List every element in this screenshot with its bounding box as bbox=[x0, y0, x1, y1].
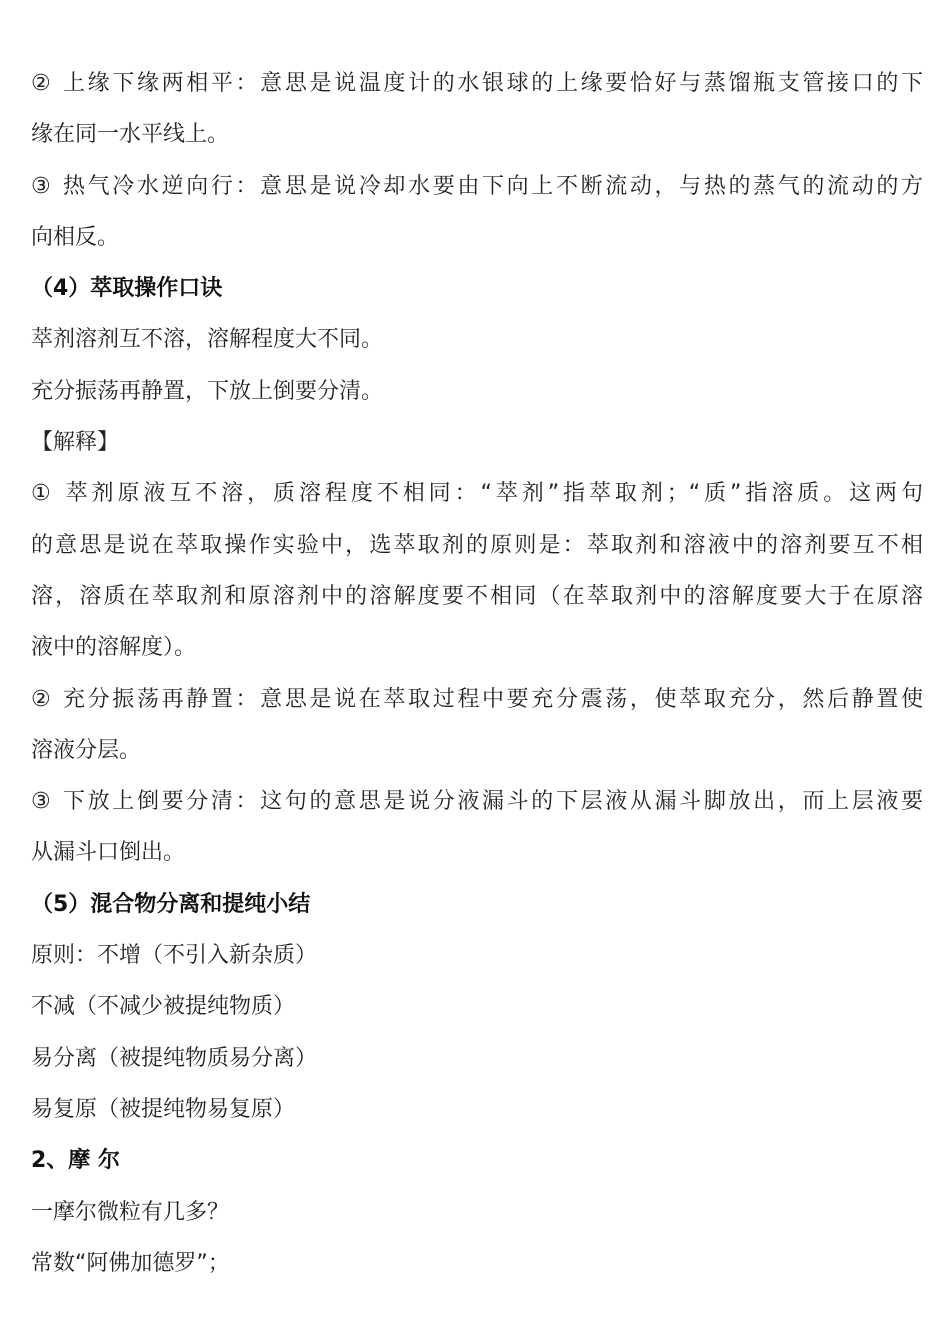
text-line: 不减（不减少被提纯物质） bbox=[31, 994, 296, 1020]
text-line: 常数“阿佛加德罗”； bbox=[31, 1250, 230, 1276]
text-line: 的意思是说在萃取操作实验中，选萃取剂的原则是：萃取剂和溶液中的溶剂要互不相 bbox=[31, 532, 923, 558]
text-line: 液中的溶解度）。 bbox=[31, 635, 197, 661]
text-line: 原则：不增（不引入新杂质） bbox=[31, 943, 318, 969]
text-line: 从漏斗口倒出。 bbox=[31, 840, 186, 866]
document-body bbox=[31, 58, 923, 1289]
section-heading-mole: 2、摩 尔 bbox=[31, 1148, 120, 1174]
text-line: ③ 下放上倒要分清：这句的意思是说分液漏斗的下层液从漏斗脚放出，而上层液要 bbox=[31, 789, 923, 815]
section-heading-summary: （5）混合物分离和提纯小结 bbox=[31, 891, 311, 917]
text-line: 缘在同一水平线上。 bbox=[31, 122, 230, 148]
text-line: 易复原（被提纯物易复原） bbox=[31, 1096, 296, 1122]
text-line: ② 充分振荡再静置：意思是说在萃取过程中要充分震荡，使萃取充分，然后静置使 bbox=[31, 686, 923, 712]
text-line: ① 萃剂原液互不溶，质溶程度不相同：“萃剂”指萃取剂；“质”指溶质。这两句 bbox=[31, 481, 923, 507]
text-line: 萃剂溶剂互不溶，溶解程度大不同。 bbox=[31, 327, 384, 353]
text-line: 易分离（被提纯物质易分离） bbox=[31, 1045, 318, 1071]
text-line: ② 上缘下缘两相平：意思是说温度计的水银球的上缘要恰好与蒸馏瓶支管接口的下 bbox=[31, 71, 923, 96]
text-line: 充分振荡再静置，下放上倒要分清。 bbox=[31, 378, 384, 404]
text-line: 向相反。 bbox=[31, 224, 120, 250]
explanation-label: 【解释】 bbox=[31, 430, 120, 456]
text-line: 一摩尔微粒有几多？ bbox=[31, 1199, 230, 1225]
text-line: ③ 热气冷水逆向行：意思是说冷却水要由下向上不断流动，与热的蒸气的流动的方 bbox=[31, 173, 923, 199]
text-line: 溶液分层。 bbox=[31, 737, 142, 763]
text-line: 溶，溶质在萃取剂和原溶剂中的溶解度要不相同（在萃取剂中的溶解度要大于在原溶 bbox=[31, 583, 923, 609]
section-heading-extraction: （4）萃取操作口诀 bbox=[31, 276, 223, 302]
